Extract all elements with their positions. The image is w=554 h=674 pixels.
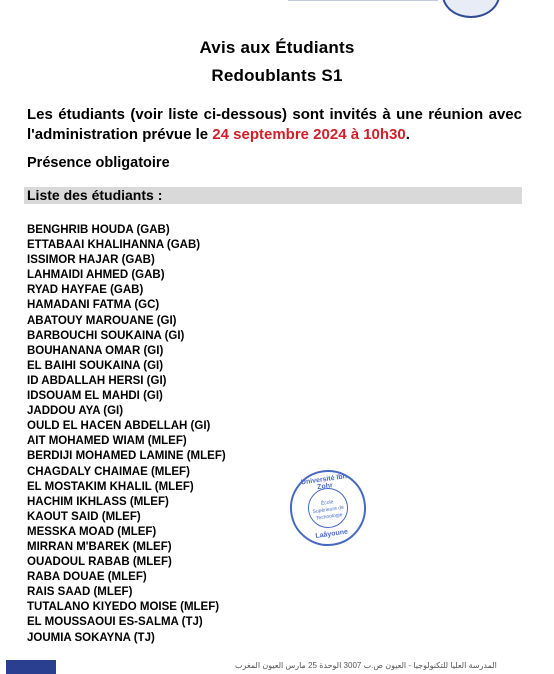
list-item: BERDIJI MOHAMED LAMINE (MLEF) — [27, 450, 226, 463]
stamp-top-text: Université Ibn Zohr — [300, 473, 348, 492]
letterhead-strip — [288, 0, 438, 5]
list-item: CHAGDALY CHAIMAE (MLEF) — [27, 465, 190, 478]
list-item: HAMADANI FATMA (GC) — [27, 299, 160, 312]
intro-text: Les étudiants (voir liste ci-dessous) sont invités à une réunion avec l'administration prévue le — [27, 106, 522, 143]
list-item: MESSKA MOAD (MLEF) — [27, 525, 157, 538]
list-item: RAIS SAAD (MLEF) — [27, 586, 133, 599]
meeting-date: 24 septembre 2024 à 10h30 — [212, 126, 406, 143]
list-item: TUTALANO KIYEDO MOISE (MLEF) — [27, 601, 220, 614]
list-item: JADDOU AYA (GI) — [27, 405, 124, 418]
list-item: RYAD HAYFAE (GAB) — [27, 284, 144, 297]
list-item: ISSIMOR HAJAR (GAB) — [27, 254, 155, 267]
list-item: OUADOUL RABAB (MLEF) — [27, 556, 172, 569]
list-item: ABATOUY MAROUANE (GI) — [27, 314, 177, 327]
list-item: RABA DOUAE (MLEF) — [27, 571, 147, 584]
intro-paragraph — [27, 105, 522, 145]
list-item: EL BAIHI SOUKAINA (GI) — [27, 359, 164, 372]
official-stamp — [285, 465, 371, 551]
list-item: OULD EL HACEN ABDELLAH (GI) — [27, 420, 211, 433]
footer-address: المدرسة العليا للتكنولوجيا - العيون ص.ب 3007 الوحدة 25 مارس العيون المغرب — [235, 661, 497, 670]
list-item: EL MOUSSAOUI ES-SALMA (TJ) — [27, 616, 203, 629]
footer-bar — [6, 660, 56, 674]
university-logo — [442, 0, 500, 18]
list-item: BARBOUCHI SOUKAINA (GI) — [27, 329, 185, 342]
list-item: AIT MOHAMED WIAM (MLEF) — [27, 435, 187, 448]
title-line-1: Avis aux Étudiants — [199, 38, 355, 57]
list-item: JOUMIA SOKAYNA (TJ) — [27, 631, 155, 644]
list-item: KAOUT SAID (MLEF) — [27, 510, 141, 523]
list-item: BOUHANANA OMAR (GI) — [27, 344, 164, 357]
list-item: ETTABAAI KHALIHANNA (GAB) — [27, 239, 201, 252]
intro-end: . — [405, 126, 410, 143]
title-line-2: Redoublants S1 — [211, 66, 343, 85]
list-item: BENGHRIB HOUDA (GAB) — [27, 224, 170, 236]
list-item: IDSOUAM EL MAHDI (GI) — [27, 390, 163, 403]
stamp-bottom-text: Laâyoune — [315, 528, 349, 540]
list-item: LAHMAIDI AHMED (GAB) — [27, 269, 165, 282]
list-item: HACHIM IKHLASS (MLEF) — [27, 495, 169, 508]
list-item: EL MOSTAKIM KHALIL (MLEF) — [27, 480, 194, 493]
list-item: MIRRAN M'BAREK (MLEF) — [27, 540, 172, 553]
list-header: Liste des étudiants : — [24, 187, 522, 204]
student-list — [27, 223, 226, 646]
list-item: ID ABDALLAH HERSI (GI) — [27, 374, 167, 387]
stamp-inner-text: École Supérieure de Technologie — [305, 485, 350, 530]
presence-notice: Présence obligatoire — [27, 155, 170, 171]
